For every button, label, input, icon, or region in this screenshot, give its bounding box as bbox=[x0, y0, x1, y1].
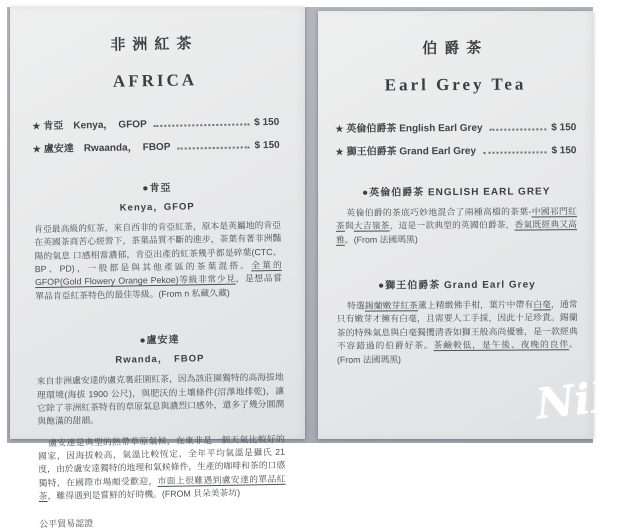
section-heading-grand-earl-grey: ●獅王伯爵茶 Grand Earl Grey bbox=[378, 279, 536, 292]
star-icon: ★ bbox=[335, 146, 344, 157]
menu-item-name: 肯亞 Kenya， GFOP bbox=[43, 119, 147, 132]
menu-item-price: $ 150 bbox=[254, 139, 280, 152]
page-title-en: Earl Grey Tea bbox=[384, 74, 527, 95]
section-subheading-rwanda: Rwanda， FBOP bbox=[115, 353, 205, 366]
section-heading-kenya: ●肯亞 bbox=[142, 182, 172, 195]
dotted-leader bbox=[154, 123, 250, 127]
fair-trade-note: 公平貿易認證 bbox=[39, 518, 94, 530]
menu-item-price: $ 150 bbox=[551, 145, 577, 157]
menu-item-name: 英倫伯爵茶 English Earl Grey bbox=[346, 122, 483, 135]
menu-page-africa bbox=[10, 7, 305, 530]
section-subheading-kenya: Kenya，GFOP bbox=[119, 201, 195, 214]
photo-background bbox=[7, 7, 593, 530]
menu-item-price: $ 150 bbox=[551, 122, 577, 134]
rwanda-description-2: 盧安達是典型的熱帶草原氣候，在東非是一個天氣比較好的國家，因海拔較高，氣溫比較恆定，全年平均氣溫是攝氏 21 度，由於盧安達獨特的地理和氣候條件，生產的咖啡和茶的口感獨特，在國際市場頗受歡迎，市面上很難遇到盧安達的單品紅茶，難得遇到是嘗鮮的好時機。(FROM 貝朵美茶坊) bbox=[37, 433, 286, 502]
photographer-signature-watermark: NiB bbox=[533, 370, 628, 429]
menu-page-earl-grey bbox=[318, 11, 593, 439]
star-icon: ★ bbox=[32, 144, 41, 155]
section-heading-rwanda: ●盧安達 bbox=[139, 334, 180, 347]
page-title-zh: 伯爵茶 bbox=[422, 40, 489, 58]
star-icon: ★ bbox=[335, 123, 344, 134]
page-title-en: AFRICA bbox=[112, 70, 198, 91]
menu-item-grand-earl-grey bbox=[335, 141, 576, 158]
menu-item-name: 獅王伯爵茶 Grand Earl Grey bbox=[346, 145, 477, 158]
english-earl-grey-description: 英倫伯爵的茶底巧妙地混合了兩種高檔的茶葉-中國祁門紅茶與大吉嶺茶，這是一款典型的英國伯爵茶，香氣既經典又高雅。(From 法國瑪黑) bbox=[335, 206, 578, 245]
star-icon: ★ bbox=[32, 121, 41, 132]
rwanda-description-1: 來自非洲盧安達的盧克裏莊園紅茶，因為該莊園獨特的高海拔地理環境(海拔 1900 公尺)，與肥沃的土壤條件(沼澤地排乾)，讓它除了非洲紅茶特有的草原氣息與濃烈口感外，還多了幾分圓潤與飽滿的甜韻。 bbox=[36, 371, 285, 427]
dotted-leader bbox=[490, 128, 547, 130]
grand-earl-grey-description: 特選錫蘭嫩芽紅茶薰上精緻佛手柑，葉片中帶有白毫，通常只有嫩芽才擁有白毫，且需要人工手採，因此十足珍貴。錫蘭茶的特殊氣息與白毫獨攬清香如獅王般高尚優雅，是一款經典不容錯過的伯爵好茶。茶鹼較低，是午後、夜晚的良伴。(From 法國瑪黑) bbox=[336, 299, 578, 365]
menu-item-list bbox=[32, 113, 280, 155]
menu-item-english-earl-grey bbox=[335, 118, 576, 135]
dotted-leader bbox=[177, 146, 249, 149]
menu-item-kenya bbox=[32, 113, 279, 132]
menu-item-price: $ 150 bbox=[254, 116, 280, 129]
menu-item-list bbox=[335, 118, 576, 158]
section-heading-english-earl-grey: ●英倫伯爵茶 ENGLISH EARL GREY bbox=[362, 186, 551, 199]
dotted-leader bbox=[483, 151, 546, 153]
page-title-zh: 非洲紅茶 bbox=[110, 36, 199, 54]
menu-item-name: 盧安達 Rwaanda， FBOP bbox=[43, 141, 171, 155]
menu-item-rwanda bbox=[33, 136, 280, 155]
kenya-description: 肯亞最高級的紅茶，來自西非的肯亞紅茶，原本是英屬地的肯亞 在英國茶商苦心經營下，茶葉品質不斷的進步，茶葉有著非洲豔陽的氣息 口感相當濃郁，肯亞出產的紅茶幾乎都是碎葉(CTC、BP、PD)，一般都是與其他產區的茶葉混搭。全葉的GFOP(Gold Flowery Orange Pekoe)等級非常少見，是想品嘗單品肯亞紅茶特色的最佳等級。(From n 私藏久藏) bbox=[34, 219, 283, 301]
